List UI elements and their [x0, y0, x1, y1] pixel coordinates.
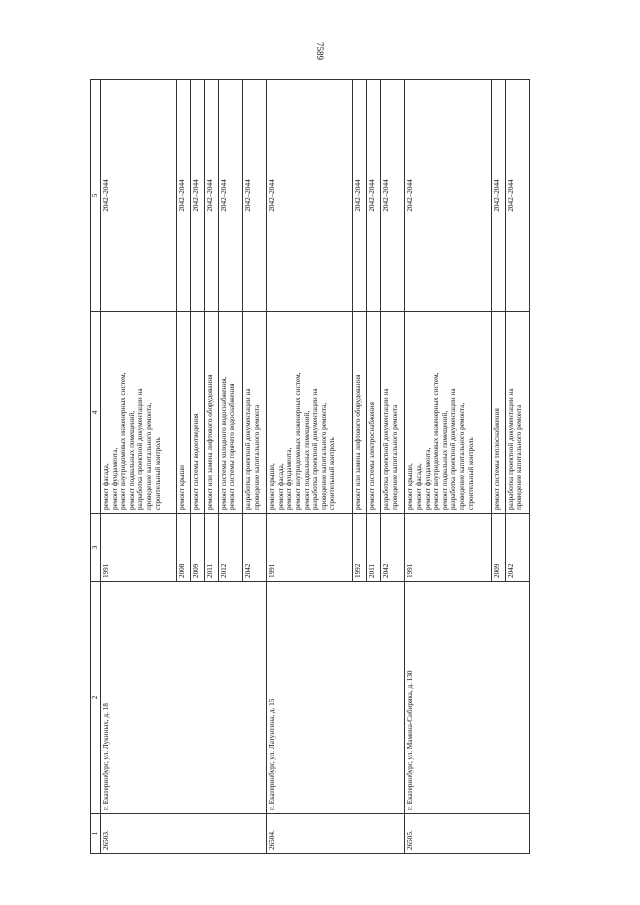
table-row	[405, 80, 491, 854]
period-cell: 2042–2044	[381, 80, 405, 312]
work-item: ремонт системы водоотведения	[191, 413, 200, 510]
row-number: 26503.	[101, 814, 267, 854]
work-item: ремонт фасада,	[102, 463, 110, 510]
work-item: ремонт системы теплоснабжения	[492, 408, 501, 510]
works-cell	[204, 312, 218, 514]
header-row	[91, 80, 101, 854]
year-cell: 1991	[405, 514, 491, 582]
work-item: ремонт подвальных помещений,	[302, 410, 311, 510]
work-item: ремонт крыши,	[268, 463, 277, 510]
period-cell: 2042–2044	[176, 80, 190, 312]
period-cell: 2042–2044	[218, 80, 242, 312]
work-item: ремонт фундамента,	[423, 447, 432, 510]
work-item: разработка проектной документации на	[449, 388, 458, 510]
column-header: 4	[91, 312, 101, 514]
work-item: разработка проектной документации на	[382, 388, 391, 510]
table-body	[101, 80, 530, 854]
work-item: ремонт подвальных помещений,	[440, 410, 449, 510]
work-item: строительный контроль	[153, 437, 162, 510]
work-item: ремонт подвальных помещений,	[127, 410, 136, 510]
works-cell	[381, 312, 405, 514]
works-cell	[367, 312, 381, 514]
row-number: 26505.	[405, 814, 530, 854]
work-item: ремонт крыши,	[406, 463, 415, 510]
work-item: проведение капитального ремонта	[390, 404, 399, 510]
works-cell	[491, 312, 505, 514]
work-item: ремонт или замена лифтового оборудования	[354, 374, 363, 510]
work-item: строительный контроль	[466, 437, 475, 510]
period-cell: 2042–2044	[101, 80, 177, 312]
year-cell: 2009	[190, 514, 204, 582]
year-cell: 2009	[491, 514, 505, 582]
work-item: ремонт фасада,	[415, 463, 424, 510]
works-cell	[242, 312, 266, 514]
works-cell	[101, 312, 177, 514]
period-cell: 2042–2044	[204, 80, 218, 312]
column-header: 5	[91, 80, 101, 312]
period-cell: 2042–2044	[491, 80, 505, 312]
work-item: разработка проектной документации на	[243, 388, 252, 510]
work-item: ремонт внутридомовых инженерных систем,	[119, 372, 128, 510]
page-number: 7589	[315, 42, 325, 60]
work-item: ремонт системы горячего водоснабжения	[228, 383, 237, 510]
address-cell: г. Екатеринбург, ул. Латунтина, д. 15	[267, 582, 405, 814]
period-cell: 2042–2044	[405, 80, 491, 312]
document-page	[90, 80, 530, 854]
year-cell: 2008	[176, 514, 190, 582]
work-item: ремонт фасада,	[276, 463, 285, 510]
table-row	[101, 80, 177, 854]
year-cell: 2042	[381, 514, 405, 582]
work-item: ремонт фундамента,	[285, 447, 294, 510]
year-cell: 1991	[267, 514, 353, 582]
work-item: ремонт системы электроснабжения	[368, 402, 377, 510]
work-item: ремонт или замена лифтового оборудования	[205, 374, 214, 510]
works-cell	[505, 312, 529, 514]
year-cell: 2011	[204, 514, 218, 582]
works-cell	[267, 312, 353, 514]
period-cell: 2042–2044	[353, 80, 367, 312]
period-cell: 2042–2044	[190, 80, 204, 312]
work-item: проведение капитального ремонта,	[458, 402, 467, 510]
work-item: ремонт крыши	[177, 464, 186, 510]
works-cell	[405, 312, 491, 514]
works-cell	[176, 312, 190, 514]
year-cell: 1992	[353, 514, 367, 582]
column-header: 3	[91, 514, 101, 582]
work-item: проведение капитального ремонта,	[319, 402, 328, 510]
work-item: ремонт внутридомовых инженерных систем,	[293, 372, 302, 510]
work-item: ремонт системы холодного водоснабжения,	[219, 376, 228, 510]
work-item: ремонт внутридомовых инженерных систем,	[432, 372, 441, 510]
work-item: проведение капитального ремонта	[252, 404, 261, 510]
work-item: проведение капитального ремонта	[515, 404, 524, 510]
year-cell: 1991	[101, 514, 177, 582]
table-row	[267, 80, 353, 854]
year-cell: 2011	[367, 514, 381, 582]
work-item: строительный контроль	[328, 437, 337, 510]
year-cell: 2012	[218, 514, 242, 582]
work-item: ремонт фундамента,	[110, 447, 119, 510]
period-cell: 2042–2044	[367, 80, 381, 312]
year-cell: 2042	[242, 514, 266, 582]
period-cell: 2042–2044	[267, 80, 353, 312]
address-cell: г. Екатеринбург, ул. Мамина-Сибиряка, д. 130	[405, 582, 530, 814]
works-cell	[353, 312, 367, 514]
column-header: 2	[91, 582, 101, 814]
column-header: 1	[91, 814, 101, 854]
work-item: разработка проектной документации на	[311, 388, 320, 510]
repair-schedule-table	[90, 79, 530, 854]
work-item: проведение капитального ремонта,	[144, 402, 153, 510]
work-item: разработка проектной документации на	[136, 388, 145, 510]
work-item: разработка проектной документации на	[506, 388, 515, 510]
works-cell	[190, 312, 204, 514]
address-cell: г. Екатеринбург, ул. Лукиных, д. 18	[101, 582, 267, 814]
works-cell	[218, 312, 242, 514]
period-cell: 2042–2044	[505, 80, 529, 312]
year-cell: 2042	[505, 514, 529, 582]
period-cell: 2042–2044	[242, 80, 266, 312]
row-number: 26504.	[267, 814, 405, 854]
